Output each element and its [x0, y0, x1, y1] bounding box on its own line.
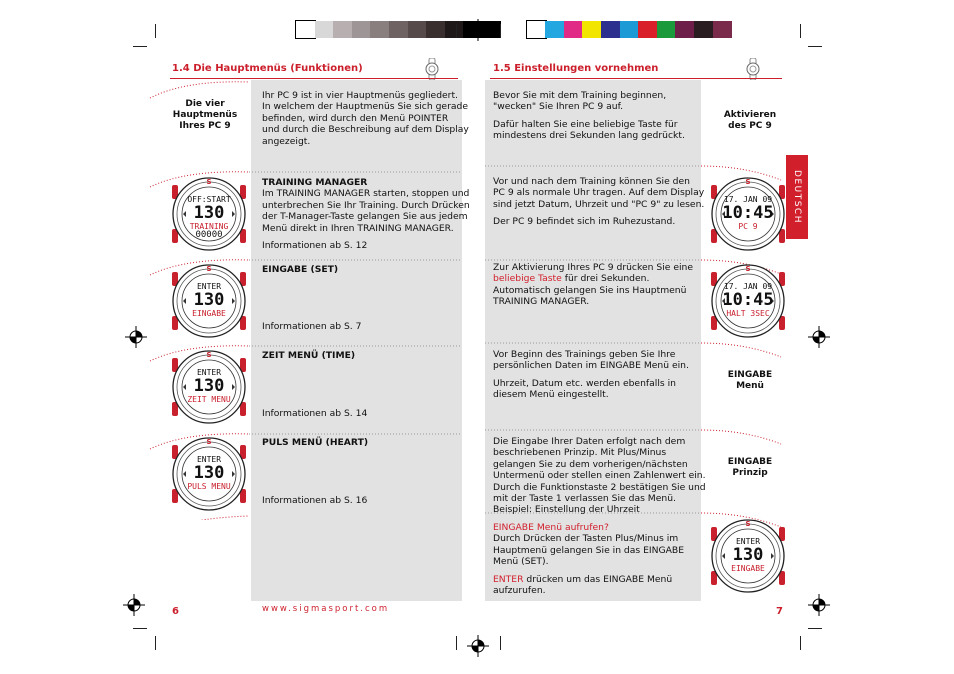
- text-line: TRAINING MANAGER.: [493, 296, 590, 308]
- heading-rule: [170, 78, 458, 79]
- info-reference: Informationen ab S. 14: [262, 408, 368, 419]
- registration-target-icon: [125, 326, 147, 348]
- info-reference: Informationen ab S. 7: [262, 321, 362, 332]
- section-title: TRAINING MANAGER: [262, 177, 368, 188]
- watch-screen-mid: 130: [193, 463, 225, 483]
- side-label-eingabe-menu: [712, 370, 788, 392]
- text-line: "wecken" Sie Ihren PC 9 auf.: [493, 101, 624, 113]
- text-line: der T-Manager-Taste gelangen Sie aus jedem: [262, 211, 468, 223]
- text-line: sind jetzt Datum, Uhrzeit und "PC 9" zu lesen.: [493, 198, 705, 210]
- text-line: Ihr PC 9 ist in vier Hauptmenüs gegliedert.: [262, 90, 458, 101]
- registration-target-icon: [467, 635, 489, 657]
- text-line: Uhrzeit, Datum etc. werden ebenfalls in: [493, 377, 676, 389]
- intro-paragraph: [262, 90, 469, 147]
- highlight-title: EINGABE Menü aufrufen?: [493, 522, 609, 533]
- language-tab-label: DEUTSCH: [792, 170, 802, 224]
- language-tab: [786, 155, 808, 239]
- color-swatch: [657, 21, 676, 38]
- color-swatch: [694, 21, 713, 38]
- color-swatch: [333, 21, 352, 38]
- text-line: Im TRAINING MANAGER starten, stoppen und: [262, 188, 470, 200]
- side-label-line: Hauptmenüs: [172, 110, 238, 120]
- color-swatch: [527, 21, 546, 38]
- color-swatch: [601, 21, 620, 38]
- watch-screen-label: EINGABE: [731, 564, 765, 573]
- watch-screen-label: PC 9: [738, 222, 758, 231]
- side-label-hauptmenues: [165, 99, 245, 132]
- text-line: PC 9 als normale Uhr tragen. Auf dem Display: [493, 187, 705, 199]
- color-swatch: [620, 21, 639, 38]
- text-line: gelangen Sie zu dem vorherigen/nächsten: [493, 458, 688, 470]
- heading-rule: [490, 78, 782, 79]
- text-line: Dafür halten Sie eine beliebige Taste für: [493, 118, 678, 130]
- text-line: [493, 273, 693, 284]
- text-line: beschriebenen Prinzip. Mit Plus/Minus: [493, 447, 667, 459]
- side-label-line: EINGABE: [727, 457, 773, 467]
- text-line: Menü direkt in Ihren TRAINING MANAGER.: [262, 222, 454, 234]
- page-number-left: 6: [172, 606, 179, 617]
- info-reference: Informationen ab S. 16: [262, 495, 368, 506]
- color-swatch: [713, 21, 732, 38]
- color-swatch: [426, 21, 445, 38]
- text-block-aufrufen: [493, 522, 684, 596]
- watch-screen-mid: 130: [193, 376, 225, 396]
- section-heading-hauptmenues: 1.4 Die Hauptmenüs (Funktionen): [172, 63, 363, 74]
- registration-target-icon: [123, 594, 145, 616]
- color-swatch: [445, 21, 464, 38]
- color-swatch: [370, 21, 389, 38]
- watch-logo-icon: [424, 58, 440, 80]
- svg-text:S: S: [745, 265, 751, 273]
- svg-text:S: S: [206, 178, 212, 186]
- text-line: Bevor Sie mit dem Training beginnen,: [493, 90, 667, 101]
- watch-screen-label: TRAINING: [189, 222, 229, 231]
- highlight-phrase: beliebige Taste: [493, 273, 562, 285]
- registration-target-icon: [467, 19, 489, 41]
- watch-screen-mid: 130: [732, 545, 764, 565]
- watch-screen-mid: 10:45: [722, 290, 774, 310]
- text-block-prinzip: [493, 436, 706, 516]
- text-line: und durch die Beschreibung auf dem Display: [262, 124, 469, 136]
- watch-screen-top: OFF:START: [187, 195, 231, 204]
- text-fragment: drücken um das EINGABE Menü: [523, 573, 673, 585]
- watch-screen-top: 17. JAN 09: [723, 195, 773, 204]
- color-swatch: [564, 21, 583, 38]
- text-line: Der PC 9 befindet sich im Ruhezustand.: [493, 216, 676, 228]
- text-line: Hauptmenü gelangen Sie in das EINGABE: [493, 544, 685, 556]
- watch-screen-label: EINGABE: [192, 309, 226, 318]
- page-number-right: 7: [776, 606, 783, 617]
- text-line: In welchem der Hauptmenüs Sie sich gerade: [262, 101, 468, 113]
- color-swatch: [675, 21, 694, 38]
- svg-text:S: S: [206, 438, 212, 446]
- color-swatch: [408, 21, 427, 38]
- text-line: Vor Beginn des Trainings geben Sie Ihre: [493, 349, 676, 360]
- side-label-eingabe-prinzip: [712, 457, 788, 479]
- side-label-line: des PC 9: [728, 121, 772, 131]
- watch-logo-icon: [745, 58, 761, 80]
- color-swatch: [296, 21, 315, 38]
- color-swatch: [545, 21, 564, 38]
- side-label-line: Aktivieren: [723, 110, 777, 120]
- text-line: angezeigt.: [262, 135, 311, 147]
- text-line: diesem Menü eingestellt.: [493, 389, 609, 401]
- text-line: Die Eingabe Ihrer Daten erfolgt nach dem: [493, 436, 686, 447]
- svg-text:S: S: [206, 265, 212, 273]
- watch-screen-top: ENTER: [735, 537, 761, 546]
- side-label-aktivieren: [712, 110, 788, 132]
- watch-screen-top: 17. JAN 09: [723, 282, 773, 291]
- color-swatch: [352, 21, 371, 38]
- side-label-line: Die vier: [185, 99, 225, 109]
- text-line: aufzurufen.: [493, 585, 546, 597]
- watch-display: [170, 175, 248, 253]
- text-block-wecken: [493, 90, 685, 142]
- highlight-word: ENTER: [493, 573, 524, 585]
- side-label-line: Ihres PC 9: [179, 121, 231, 131]
- text-fragment: für drei Sekunden.: [561, 273, 650, 285]
- text-line: mit der Taste 1 verlassen Sie das Menü.: [493, 493, 676, 505]
- text-block-aktivierung: [493, 262, 693, 308]
- watch-screen-top: ENTER: [196, 455, 222, 464]
- color-swatch: [389, 21, 408, 38]
- info-reference: Informationen ab S. 12: [262, 240, 368, 251]
- side-label-line: EINGABE: [727, 370, 773, 380]
- section-training-manager: [262, 177, 470, 234]
- text-line: Zur Aktivierung Ihres PC 9 drücken Sie eine: [493, 262, 694, 273]
- watch-display: [709, 517, 787, 595]
- watch-screen-mid: 130: [193, 203, 225, 223]
- registration-target-icon: [808, 594, 830, 616]
- watch-display: [170, 262, 248, 340]
- watch-screen-top: ENTER: [196, 368, 222, 377]
- svg-text:S: S: [745, 178, 751, 186]
- section-heading-einstellungen: 1.5 Einstellungen vornehmen: [493, 63, 659, 74]
- svg-text:S: S: [745, 520, 751, 528]
- section-title: ZEIT MENÜ (TIME): [262, 350, 356, 361]
- watch-screen-label: HALT 3SEC: [726, 309, 770, 318]
- watch-screen-bottom: 00000: [195, 230, 223, 240]
- color-swatch: [638, 21, 657, 38]
- text-line: Beispiel: Einstellung der Uhrzeit: [493, 504, 640, 516]
- watch-screen-mid: 10:45: [722, 203, 774, 223]
- watch-screen-top: ENTER: [196, 282, 222, 291]
- watch-screen-label: PULS MENU: [187, 482, 231, 491]
- color-swatch: [582, 21, 601, 38]
- watch-display: [170, 435, 248, 513]
- color-swatch: [315, 21, 334, 38]
- text-line: unterbrechen Sie Ihr Training. Durch Drücken: [262, 199, 470, 211]
- text-line: persönlichen Daten im EINGABE Menü ein.: [493, 360, 689, 372]
- watch-display: [709, 262, 787, 340]
- watch-screen-mid: 130: [193, 290, 225, 310]
- text-block-eingabe-menu: [493, 349, 689, 401]
- svg-text:S: S: [206, 351, 212, 359]
- section-title: PULS MENÜ (HEART): [262, 437, 369, 448]
- text-line: Vor und nach dem Training können Sie den: [493, 176, 690, 187]
- side-label-line: Prinzip: [732, 468, 768, 478]
- text-line: mindestens drei Sekunden lang gedrückt.: [493, 130, 685, 142]
- registration-target-icon: [808, 326, 830, 348]
- footer-url: www.sigmasport.com: [262, 604, 390, 614]
- side-label-line: Menü: [736, 381, 764, 391]
- section-title: EINGABE (SET): [262, 264, 339, 275]
- text-line: Untermenü oder stellen einen Zahlenwert ein.: [493, 470, 706, 482]
- watch-display: [709, 175, 787, 253]
- text-line: Durch Drücken der Tasten Plus/Minus im: [493, 533, 679, 545]
- watch-display: [170, 348, 248, 426]
- text-line: Durch die Funktionstaste 2 bestätigen Sie und: [493, 481, 706, 493]
- text-line: befinden, wird durch den Menü POINTER: [262, 112, 449, 124]
- watch-screen-label: ZEIT MENU: [187, 395, 231, 404]
- text-block-uhr: [493, 176, 704, 228]
- text-line: Menü (SET).: [493, 556, 549, 568]
- text-line: Automatisch gelangen Sie ins Hauptmenü: [493, 284, 687, 296]
- text-line: [493, 574, 684, 585]
